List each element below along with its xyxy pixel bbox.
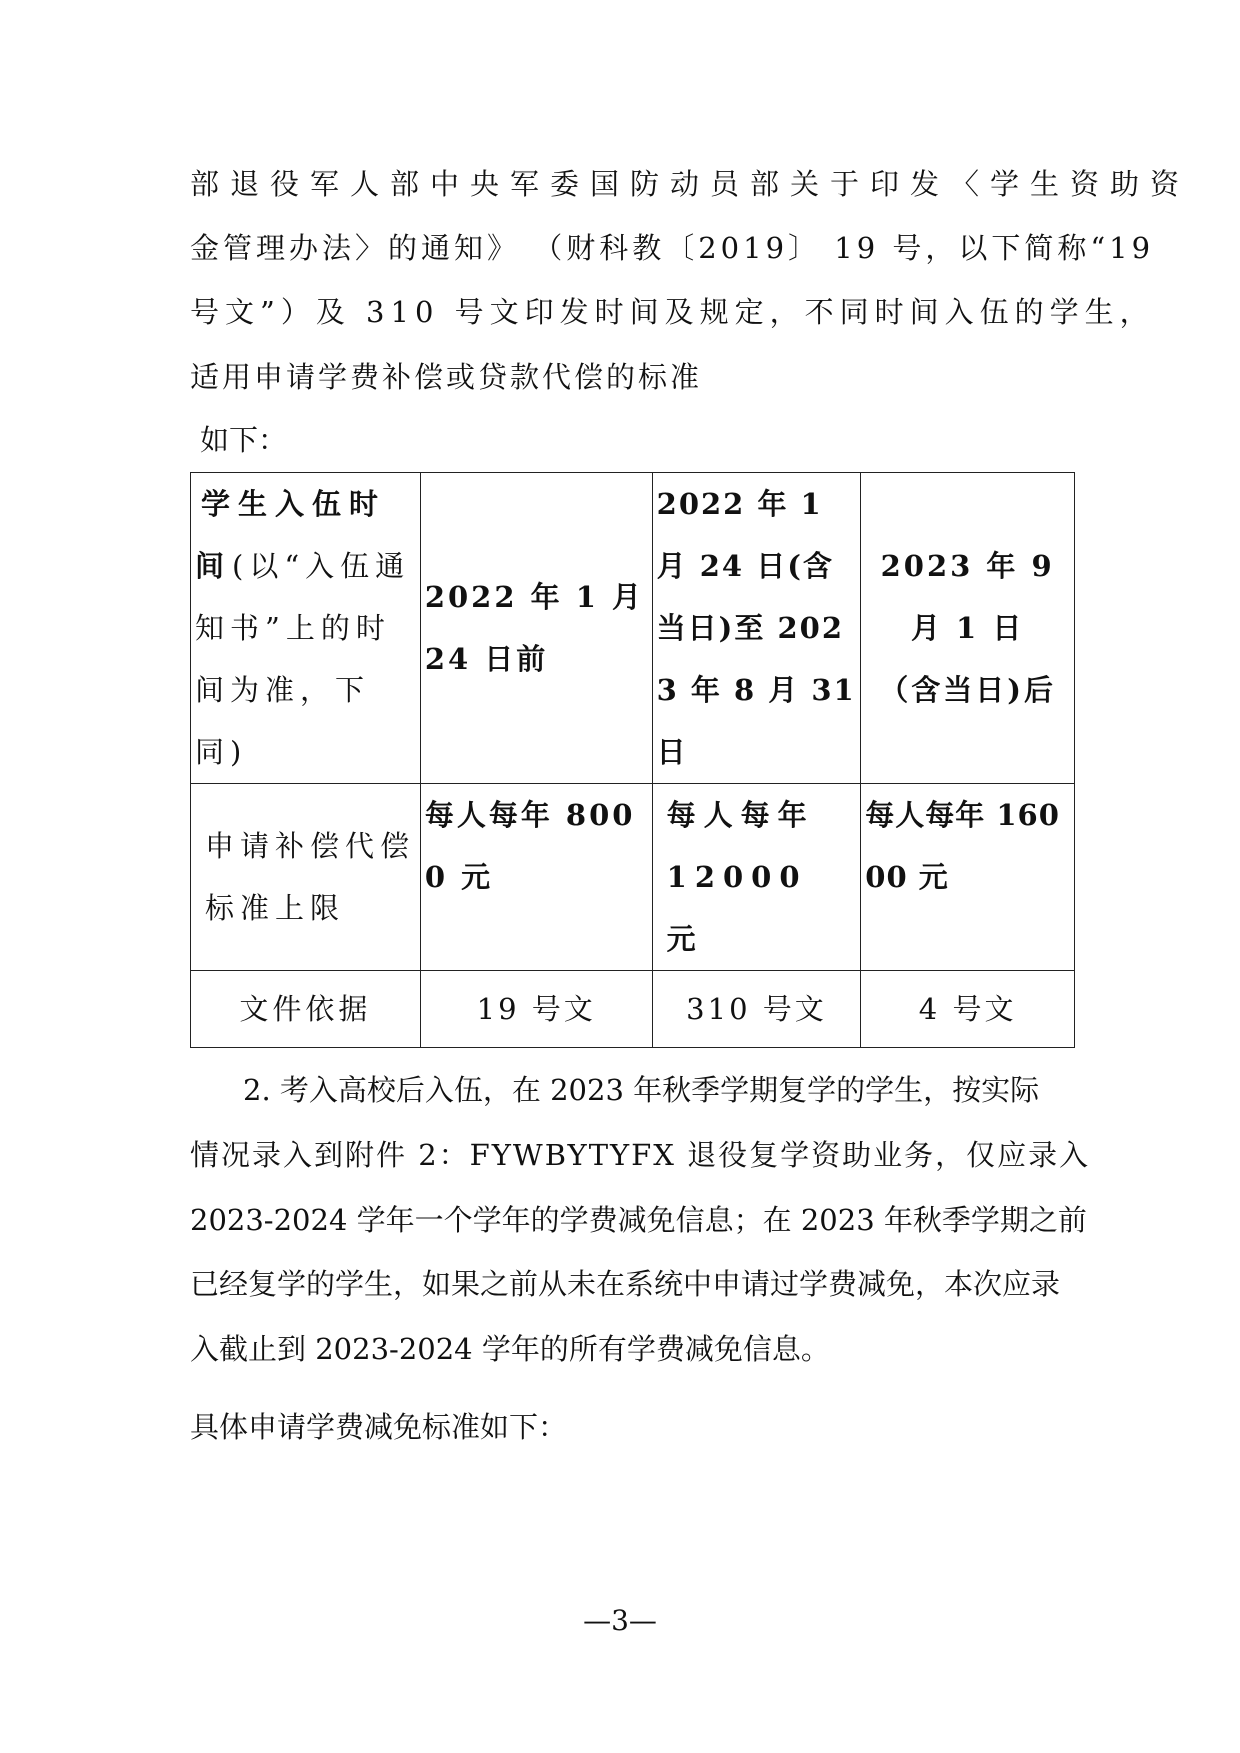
para2-line-4: 已经复学的学生，如果之前从未在系统中申请过学费减免，本次应录	[190, 1267, 1061, 1301]
period-cell-1	[420, 473, 652, 784]
lead-in: 如下：	[200, 423, 288, 457]
para2-line-2: 情况录入到附件 2：FYWBYTYFX 退役复学资助业务，仅应录入	[190, 1138, 1091, 1172]
standard-3-text: 每人每年 16000 元	[865, 798, 1060, 894]
basis-3-text: 4 号文	[918, 992, 1017, 1026]
page-number: —3—	[583, 1604, 657, 1637]
intro-line-4: 适用申请学费补偿或贷款代偿的标准	[190, 360, 703, 394]
compensation-standards-table	[190, 472, 1075, 1048]
basis-cell-1	[420, 971, 652, 1048]
header-cell-enlistment-time	[191, 473, 421, 784]
header-label-note: (以“入伍通知书”上的时间为准，下同)	[195, 549, 411, 769]
period-cell-3	[861, 473, 1075, 784]
standard-label-cell	[191, 784, 421, 971]
period-2-text: 2022 年 1 月 24 日(含当日)至 2023 年 8 月 31 日	[656, 487, 856, 769]
period-3-text: 2023 年 9 月 1 日 （含当日)后	[879, 549, 1056, 707]
intro-line-2: 金管理办法〉的通知》 （财科教〔2019〕 19 号，以下简称“19	[190, 231, 1155, 265]
basis-1-text: 19 号文	[476, 992, 596, 1026]
period-cell-2	[652, 473, 861, 784]
standard-1-text: 每人每年 8000 元	[424, 798, 636, 894]
intro-line-3: 号文”）及 310 号文印发时间及规定，不同时间入伍的学生，	[190, 295, 1155, 329]
closing-line: 具体申请学费减免标准如下：	[190, 1410, 568, 1444]
basis-2-text: 310 号文	[686, 992, 827, 1026]
standard-2-text: 每人每年 12000 元	[666, 798, 815, 956]
para2-line-1: 2. 考入高校后入伍，在 2023 年秋季学期复学的学生，按实际	[243, 1073, 1040, 1107]
basis-cell-3	[861, 971, 1075, 1048]
basis-label-text: 文件依据	[239, 992, 372, 1026]
standard-cell-3	[861, 784, 1075, 971]
table-row-period	[191, 473, 1075, 784]
basis-label-cell	[191, 971, 421, 1048]
basis-cell-2	[652, 971, 861, 1048]
table-row-standard	[191, 784, 1075, 971]
standard-cell-1	[420, 784, 652, 971]
header-label-enlistment-time: 学生入伍时间	[195, 487, 387, 583]
standard-cell-2	[652, 784, 861, 971]
para2-line-3: 2023-2024 学年一个学年的学费减免信息；在 2023 年秋季学期之前	[190, 1203, 1087, 1237]
standard-label-text: 申请补偿代偿标准上限	[205, 829, 416, 925]
table-row-basis	[191, 971, 1075, 1048]
intro-line-1: 部退役军人部中央军委国防动员部关于印发〈学生资助资	[190, 167, 1191, 201]
para2-line-5: 入截止到 2023-2024 学年的所有学费减免信息。	[190, 1332, 830, 1366]
period-1-text: 2022 年 1 月 24 日前	[424, 580, 644, 676]
